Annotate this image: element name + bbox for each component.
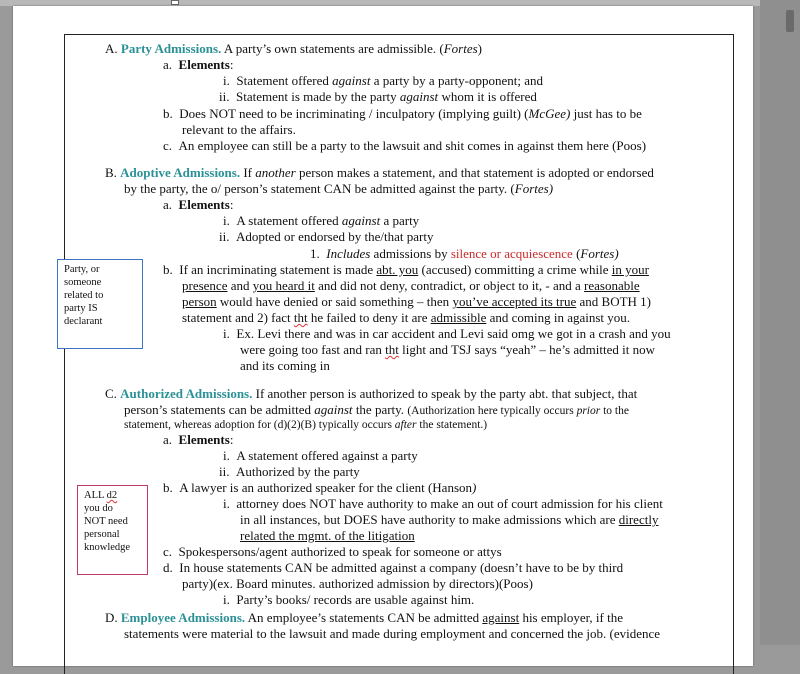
comment-line: party IS <box>64 303 98 314</box>
section-a-b-cont: relevant to the affairs. <box>182 122 296 137</box>
section-b-b-line3: person would have denied or said something – then you’ve accepted its true and BOTH 1) <box>182 294 651 309</box>
section-c-d-line2: party)(ex. Board minutes. authorized admission by directors)(Poos) <box>182 576 533 591</box>
section-b-element-ii-1: 1. Includes admissions by silence or acquiescence (Fortes) <box>310 246 619 261</box>
comment-line: ALL d2 <box>84 490 118 501</box>
section-c-heading-cont2: statement, whereas adoption for (d)(2)(B) typically occurs after the statement.) <box>124 419 488 431</box>
section-c-element-ii: ii. Authorized by the party <box>219 464 360 479</box>
ruler-marker[interactable] <box>171 0 179 5</box>
section-c-element-i: i. A statement offered against a party <box>223 448 418 463</box>
section-b-b-line4: statement and 2) fact tht he failed to deny it are admissible and coming in against you. <box>182 310 631 325</box>
comment-personal-knowledge[interactable] <box>77 485 148 575</box>
comment-party-declarant[interactable] <box>57 259 143 349</box>
section-c-c: c. Spokespersons/agent authorized to speak for someone or attys <box>163 544 502 559</box>
section-b-b-line2: presence and you heard it and did not deny, contradict, or object to it, - and a reasonable <box>182 278 640 293</box>
comment-line: declarant <box>64 316 103 327</box>
section-d-heading: D. Employee Admissions. An employee’s statements CAN be admitted against his employer, if the <box>105 610 624 625</box>
comment-line: Party, or <box>64 264 100 275</box>
comment-line: related to <box>64 290 104 301</box>
section-a-heading: A. Party Admissions. A party’s own statements are admissible. (Fortes) <box>105 41 482 56</box>
section-c-b-i-line2: in all instances, but DOES have authority to make admissions which are directly <box>240 512 659 527</box>
section-c-heading-cont: person’s statements can be admitted against the party. (Authorization here typically occurs prior to the <box>124 402 629 417</box>
comment-line: personal <box>84 529 120 540</box>
scrollbar-thumb[interactable] <box>786 10 794 32</box>
section-b-heading-cont: by the party, the o/ person’s statement CAN be admitted against the party. (Fortes) <box>124 181 554 196</box>
scroll-area <box>760 0 800 645</box>
section-b-example-line1: i. Ex. Levi there and was in car accident and Levi said omg we got in a crash and you <box>223 326 671 341</box>
document-page <box>13 6 753 666</box>
section-d-heading-cont: statements were material to the lawsuit and made during employment and concerned the job. (evidence <box>124 626 661 641</box>
section-b-heading: B. Adoptive Admissions. If another person makes a statement, and that statement is adopted or endorsed <box>105 165 654 180</box>
section-c-b-i-line3: related the mgmt. of the litigation <box>240 528 415 543</box>
comment-line: knowledge <box>84 542 131 553</box>
comment-line: someone <box>64 277 102 288</box>
section-a-b: b. Does NOT need to be incriminating / inculpatory (implying guilt) (McGee) just has to be <box>163 106 642 121</box>
section-a-c: c. An employee can still be a party to the lawsuit and shit comes in against them here (Poos) <box>163 138 647 153</box>
section-c-heading: C. Authorized Admissions. If another person is authorized to speak by the party abt. that subject, that <box>105 386 638 401</box>
section-b-example-line2: were going too fast and ran tht light and TSJ says “yeah” – he’s admitted it now <box>240 342 655 357</box>
section-a-elements: a. Elements: <box>163 57 234 72</box>
section-a-element-i: i. Statement offered against a party by a party-opponent; and <box>223 73 544 88</box>
section-b-example-line3: and its coming in <box>240 358 330 373</box>
section-c-d-i: i. Party’s books/ records are usable against him. <box>223 592 475 607</box>
section-a-element-ii: ii. Statement is made by the party against whom it is offered <box>219 89 537 104</box>
section-b-element-i: i. A statement offered against a party <box>223 213 420 228</box>
section-b-element-ii: ii. Adopted or endorsed by the/that party <box>219 229 434 244</box>
section-c-elements: a. Elements: <box>163 432 234 447</box>
section-b-elements: a. Elements: <box>163 197 234 212</box>
section-c-b: b. A lawyer is an authorized speaker for the client (Hanson) <box>163 480 477 495</box>
comment-line: you do <box>84 503 113 514</box>
section-b-b-line1: b. If an incriminating statement is made abt. you (accused) committing a crime while in your <box>163 262 649 277</box>
section-c-d-line1: d. In house statements CAN be admitted against a company (doesn’t have to be by third <box>163 560 624 575</box>
section-c-b-i-line1: i. attorney does NOT have authority to make an out of court admission for his client <box>223 496 663 511</box>
comment-line: NOT need <box>84 516 128 527</box>
